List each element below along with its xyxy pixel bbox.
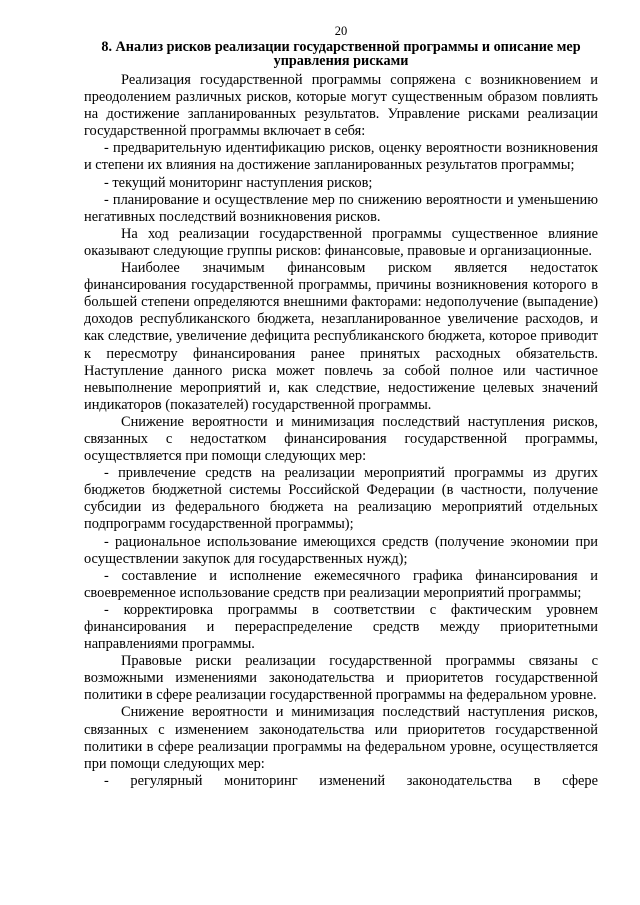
list-item: - составление и исполнение ежемесячного графика финансирования и своевременное использование средств при реализации мероприятий программы;	[84, 567, 598, 601]
list-item: - привлечение средств на реализации мероприятий программы из других бюджетов бюджетной системы Российской Федерации (в частности, получение субсидии из федерального бюджета на реализацию мероприятий отдельных подпрограмм государственной программы);	[84, 465, 598, 533]
paragraph: На ход реализации государственной программы существенное влияние оказывают следующие группы рисков: финансовые, правовые и организационные.	[84, 225, 598, 259]
paragraph: Наиболее значимым финансовым риском является недостаток финансирования государственной программы, причины возникновения которого в большей степени определяются внешними факторами: недополучение (выпадение) доходов республиканского бюджета, незапланированное увеличение расходов, и как следствие, увеличение дефицита республиканского бюджета, которое приводит к пересмотру финансирования ранее принятых расходных обязательств. Наступление данного риска может повлечь за собой полное или частичное невыполнение мероприятий и, как следствие, недостижение целевых значений индикаторов (показателей) государственной программы.	[84, 260, 598, 413]
section-heading: 8. Анализ рисков реализации государственной программы и описание мер управления рисками	[101, 39, 581, 69]
list-item: - планирование и осуществление мер по снижению вероятности и уменьшению негативных последствий возникновения рисков.	[84, 191, 598, 225]
list-item: - корректировка программы в соответствии с фактическим уровнем финансирования и перераспределение средств между приоритетными направлениями программы.	[84, 601, 598, 653]
list-item: - рациональное использование имеющихся средств (получение экономии при осуществлении закупок для государственных нужд);	[84, 533, 598, 567]
list-item: - регулярный мониторинг изменений законодательства в сфере	[104, 772, 598, 789]
list-item: - текущий мониторинг наступления рисков;	[104, 174, 373, 191]
paragraph: Снижение вероятности и минимизация последствий наступления рисков, связанных с недостатком финансирования государственной программы, осуществляется при помощи следующих мер:	[84, 413, 598, 465]
page-number: 20	[334, 24, 348, 38]
paragraph: Реализация государственной программы сопряжена с возникновением и преодолением различных рисков, которые могут существенным образом повлиять на достижение запланированных результатов. Управление рисками реализации государственной программы включает в себя:	[84, 72, 598, 140]
paragraph: Снижение вероятности и минимизация последствий наступления рисков, связанных с изменением законодательства или приоритетов государственной политики в сфере реализации программы на федеральном уровне, осуществляется при помощи следующих мер:	[84, 704, 598, 772]
document-body	[84, 72, 598, 790]
paragraph: Правовые риски реализации государственной программы связаны с возможными изменениями законодательства и приоритетов государственной политики в сфере реализации государственной программы на федеральном уровне.	[84, 653, 598, 704]
list-item: - предварительную идентификацию рисков, оценку вероятности возникновения и степени их влияния на достижение запланированных результатов программы;	[84, 140, 598, 174]
